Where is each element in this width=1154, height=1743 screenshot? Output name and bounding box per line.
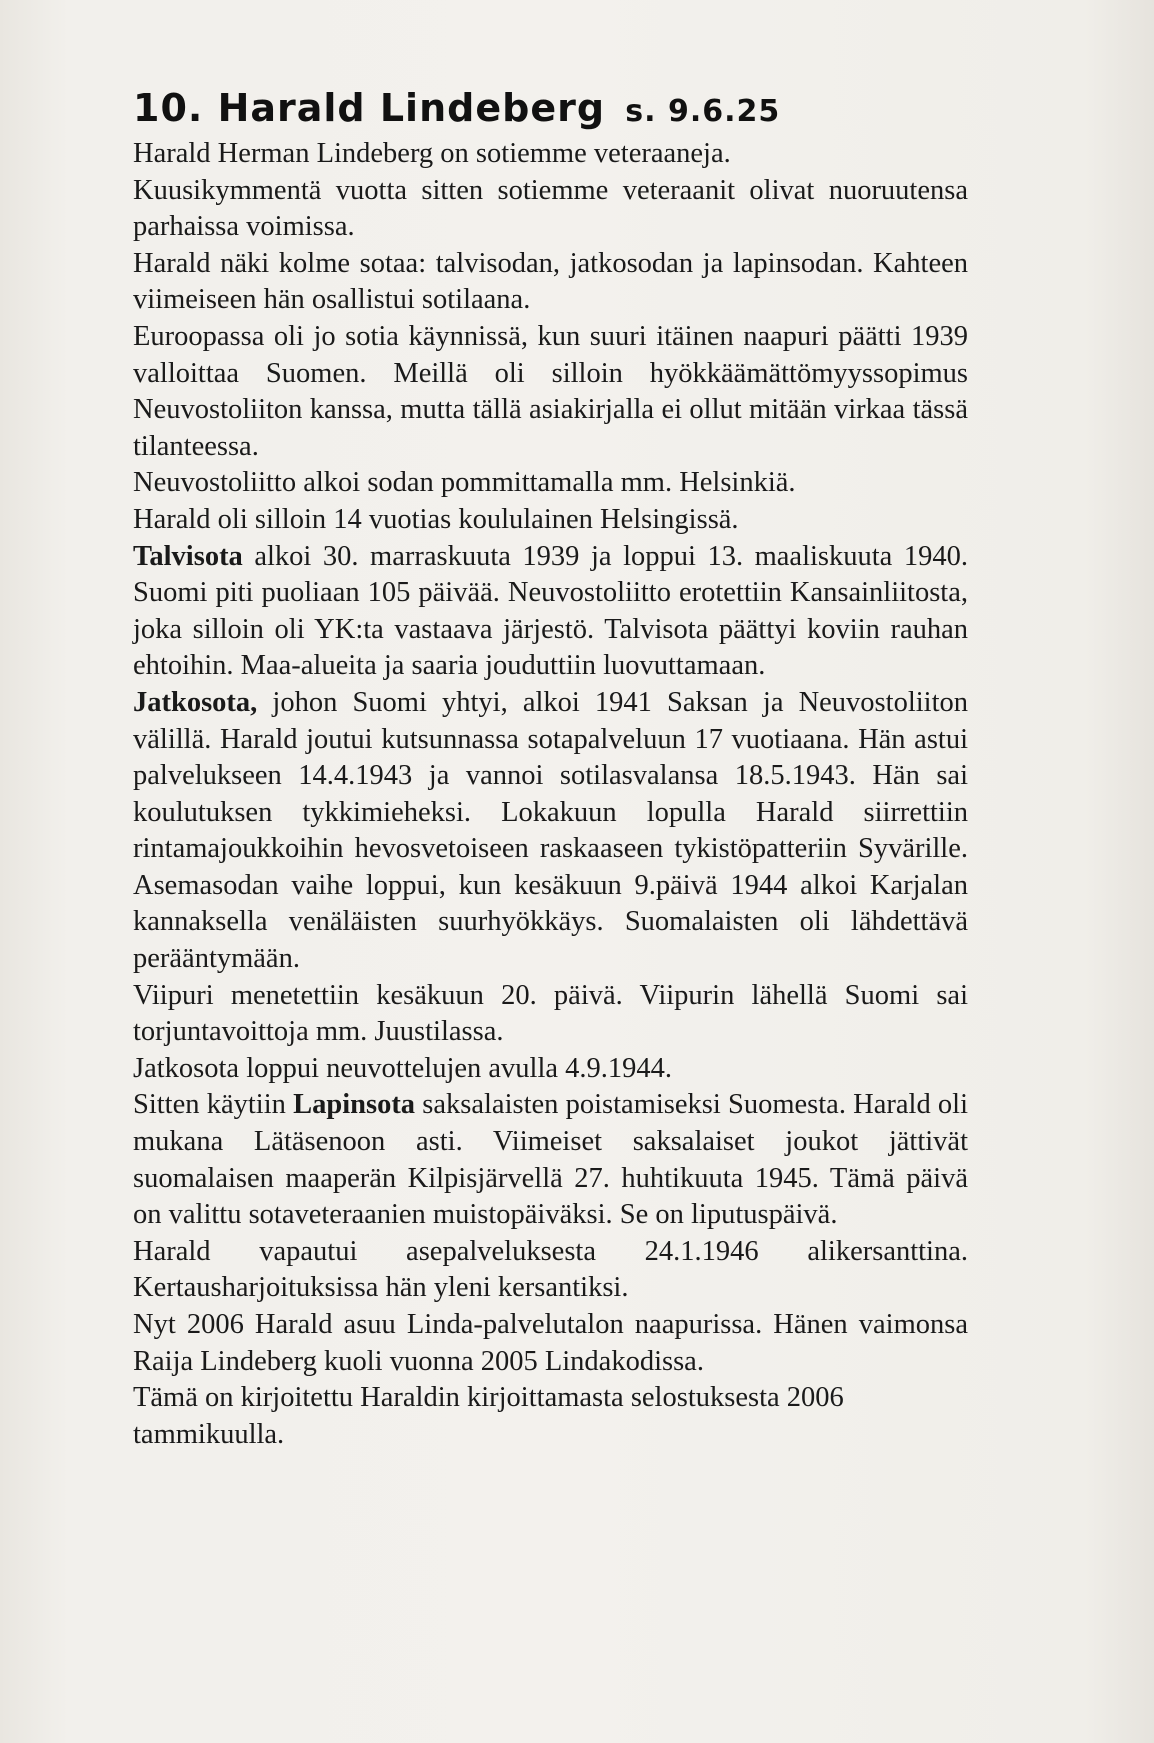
paragraph: Tämä on kirjoitettu Haraldin kirjoittamasta selostuksesta 2006 tammikuulla. (133, 1382, 844, 1450)
article (133, 84, 968, 1453)
paragraph: Harald vapautui asepalveluksesta 24.1.1946 alikersanttina. Kertausharjoituksissa hän yleni kersantiksi. (133, 1235, 968, 1304)
article-heading (133, 84, 968, 136)
bold-term-jatkosota: Jatkosota, (133, 686, 258, 718)
paragraph: Harald Herman Lindeberg on sotiemme veteraaneja. (133, 138, 731, 169)
paragraph: Jatkosota loppui neuvottelujen avulla 4.9.1944. (133, 1052, 673, 1084)
paragraph-text: alkoi 30. marraskuuta 1939 ja loppui 13. maaliskuuta 1940. Suomi piti puoliaan 105 päivää. Neuvostoliitto erotettiin Kansainliitosta, joka silloin oli YK:ta vastaava järjestö. Talvisota päättyi koviin rauhan ehtoihin. Maa-alueita ja saaria jouduttiin luovuttamaan. (133, 540, 968, 682)
paragraph-text: johon Suomi yhtyi, alkoi 1941 Saksan ja Neuvostoliiton välillä. Harald joutui kutsunnassa sotapalveluun 17 vuotiaana. Hän astui palvelukseen 14.4.1943 ja vannoi sotilasvalansa 18.5.1943. Hän sai koulutuksen tykkimieheksi. Lokakuun lopulla Harald siirrettiin rintamajoukkoihin hevosvetoiseen raskaaseen tykistöpatteriin Syvärille. Asemasodan vaihe loppui, kun kesäkuun 9.päivä 1944 alkoi Karjalan kannaksella venäläisten suurhyökkäys. Suomalaisten oli lähdettävä perääntymään. (133, 686, 968, 975)
heading-name: Harald Lindeberg (217, 86, 606, 130)
paragraph: Neuvostoliitto alkoi sodan pommittamalla mm. Helsinkiä. (133, 467, 796, 499)
bold-term-talvisota: Talvisota (133, 540, 243, 572)
article-body (133, 136, 968, 1453)
paragraph (133, 1087, 968, 1233)
paragraph: Nyt 2006 Harald asuu Linda-palvelutalon naapurissa. Hänen vaimonsa Raija Lindeberg kuoli vuonna 2005 Lindakodissa. (133, 1309, 968, 1377)
paragraph-text: saksalaisten poistamiseksi Suomesta. Harald oli mukana Lätäsenoon asti. Viimeiset saksalaiset joukot jättivät suomalaisen maaperän Kilpisjärvellä 27. huhtikuuta 1945. Tämä päivä on valittu sotaveteraanien muistopäiväksi. Se on liputuspäivä. (133, 1089, 968, 1231)
heading-number: 10. (133, 86, 204, 130)
paragraph: Kuusikymmentä vuotta sitten sotiemme veteraanit olivat nuoruutensa parhaissa voimissa. (133, 174, 968, 243)
heading-dates: s. 9.6.25 (625, 94, 781, 129)
paragraph (133, 685, 968, 978)
paragraph: Harald näki kolme sotaa: talvisodan, jatkosodan ja lapinsodan. Kahteen viimeiseen hän osallistui sotilaana. (133, 247, 968, 316)
paragraph: Viipuri menetettiin kesäkuun 20. päivä. Viipurin lähellä Suomi sai torjuntavoittoja mm. Juustilassa. (133, 979, 968, 1048)
bold-term-lapinsota: Lapinsota (293, 1089, 416, 1121)
paragraph: Harald oli silloin 14 vuotias koululainen Helsingissä. (133, 503, 739, 535)
paragraph: Euroopassa oli jo sotia käynnissä, kun suuri itäinen naapuri päätti 1939 valloittaa Suomen. Meillä oli silloin hyökkäämättömyyssopimus Neuvostoliiton kanssa, mutta tällä asiakirjalla ei ollut mitään virkaa tässä tilanteessa. (133, 320, 968, 462)
paragraph-text: Sitten käytiin (133, 1089, 294, 1121)
paragraph (133, 539, 968, 685)
